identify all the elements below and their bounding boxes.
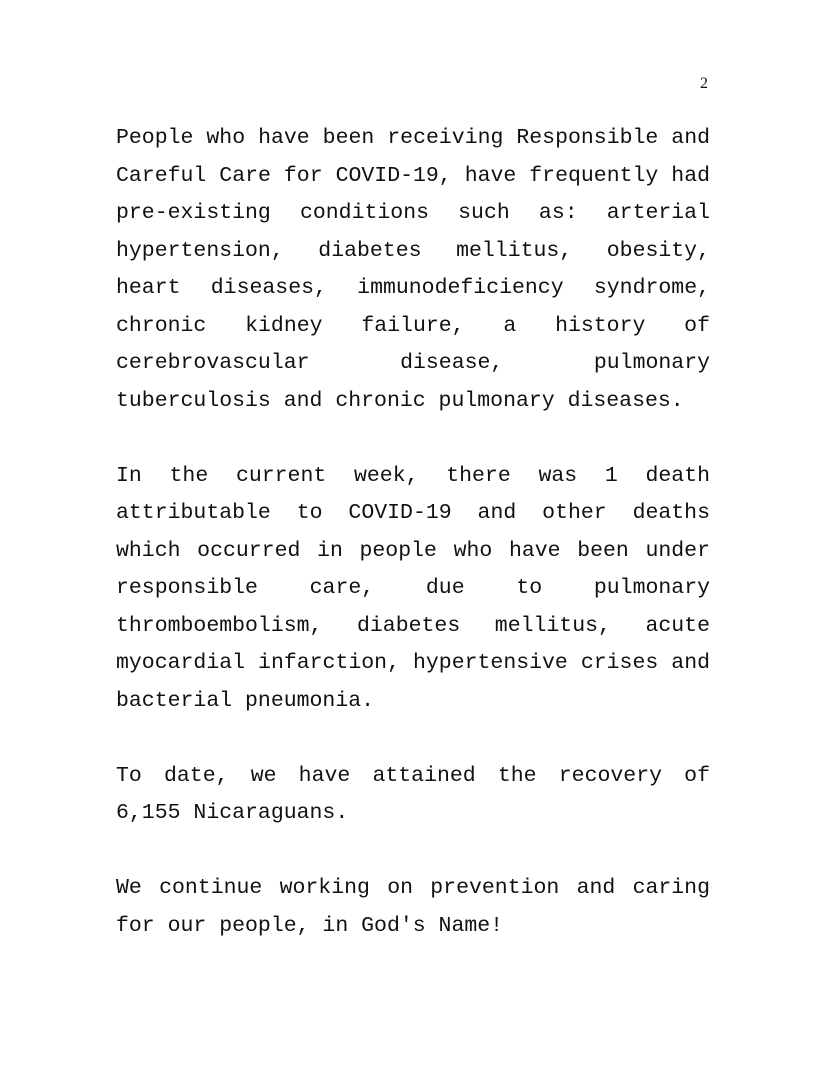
paragraph-recoveries: To date, we have attained the recovery of 6,155 Nicaraguans. (116, 763, 710, 825)
document-body (116, 120, 710, 945)
paragraph-closing: We continue working on prevention and caring for our people, in God's Name! (116, 876, 710, 938)
paragraph-preexisting-conditions: People who have been receiving Responsible and Careful Care for COVID-19, have frequently had pre-existing conditions such as: arterial hypertension, diabetes mellitus, obesity, heart diseases, immunodeficiency syndrome, chronic kidney failure, a history of cerebrovascular disease, pulmonary tuberculosis and chronic pulmonary diseases. (116, 126, 710, 413)
paragraph-weekly-deaths: In the current week, there was 1 death attributable to COVID-19 and other deaths which occurred in people who have been under responsible care, due to pulmonary thromboembolism, diabetes mellitus, acute myocardial infarction, hypertensive crises and bacterial pneumonia. (116, 463, 710, 713)
page-number: 2 (700, 75, 708, 92)
